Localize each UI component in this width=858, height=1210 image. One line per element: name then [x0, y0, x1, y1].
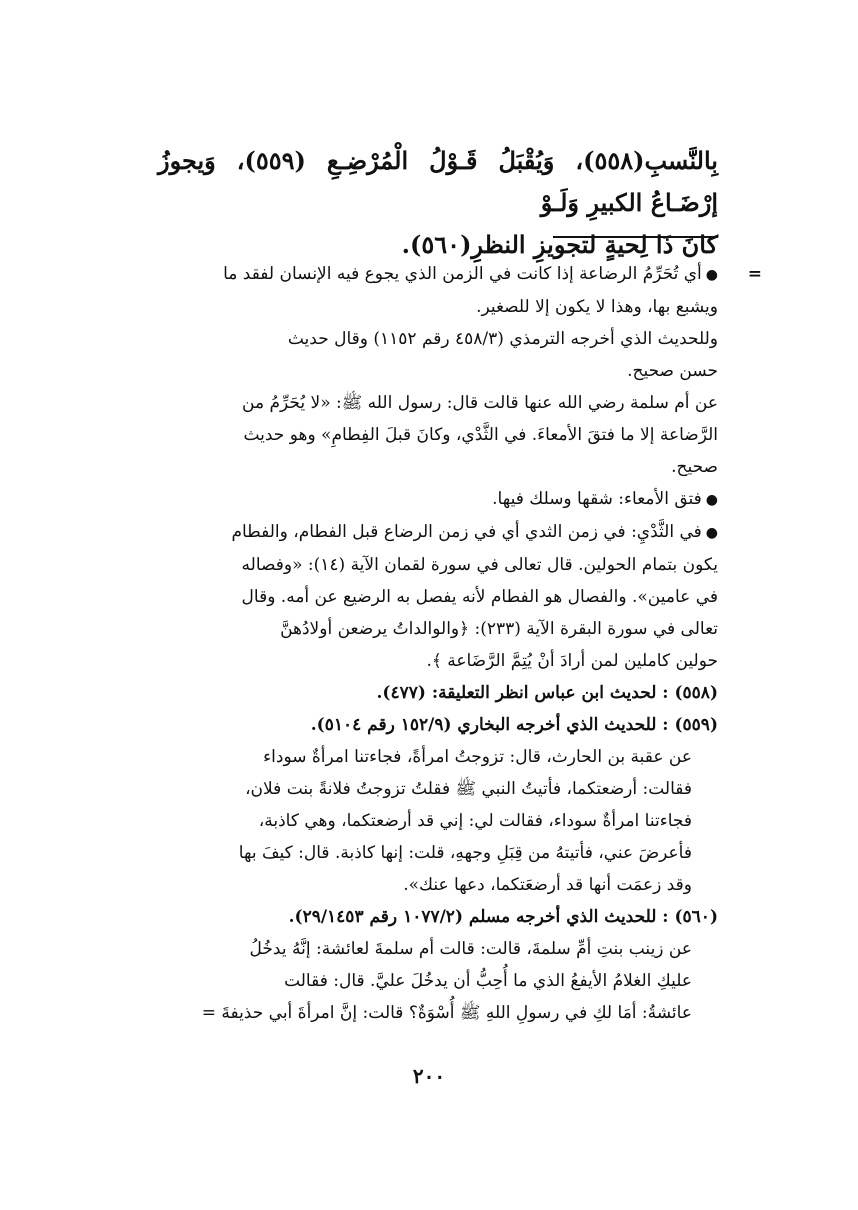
commentary-line: [158, 258, 718, 291]
footnote-text: : للحديث الذي أخرجه البخاري (١٥٢/٩ رقم ٥١٠٤).: [310, 715, 669, 735]
commentary-text: فتق الأمعاء: شقها وسلك فيها.: [492, 489, 702, 509]
commentary-line: حسن صحيح.: [627, 361, 718, 381]
commentary-line: في عامين». والفصال هو الفطام لأنه يفصل به الرضيع عن أمه. وقال: [241, 587, 718, 607]
footnote-559: [158, 709, 718, 741]
commentary-line: [158, 516, 718, 549]
main-text-line: بِالنَّسبِ(٥٥٨)، وَيُقْبَلُ قَـوْلُ الْمُرْضِـعِ (٥٥٩)، وَيجوزُ إرْضَـاعُ الكبيرِ وَلَـوْ: [158, 146, 718, 217]
footnote-line: فأعرضَ عني، فأتيتهُ من قِبَلِ وجههِ، قلت: إنها كاذبة. قال: كيفَ بها: [238, 843, 692, 863]
footnote-text: : لحديث ابن عباس انظر التعليقة: (٤٧٧).: [376, 683, 669, 703]
commentary-line: صحيح.: [671, 457, 718, 477]
footnote-line: عن زينب بنتِ أمِّ سلمةَ، قالت: قالت أم سلمةَ لعائشة: إنَّهُ يدخُلُ: [249, 939, 692, 959]
commentary-line: تعالى في سورة البقرة الآية (٢٣٣): ﴿والوالداتُ يرضعن أولادُهنَّ: [280, 619, 718, 639]
footnote-line: عائشةُ: أمَا لكِ في رسولِ اللهِ ﷺ أُسْوَةٌ؟ قالت: إنَّ امرأةَ أبي حذيفةَ =: [201, 1003, 692, 1023]
footnote-line: عليكِ الغلامُ الأيفعُ الذي ما أُحِبُّ أن يدخُلَ عليَّ. قال: فقالت: [284, 971, 692, 991]
commentary-line: يكون بتمام الحولين. قال تعالى في سورة لقمان الآية (١٤): «وفصاله: [241, 555, 718, 575]
footnote-560: [158, 901, 718, 933]
commentary-line: وللحديث الذي أخرجه الترمذي (٤٥٨/٣ رقم ١١٥٢) وقال حديث: [287, 329, 718, 349]
footnote-line: وقد زعمَت أنها قد أرضعَتكما، دعها عنك».: [403, 875, 692, 895]
commentary-line: عن أم سلمة رضي الله عنها قالت قال: رسول الله ﷺ: «لا يُحَرِّمُ من: [242, 393, 718, 413]
commentary-text: في الثَّدْيِ: في زمن الثدي أي في زمن الرضاع قبل الفطام، والفطام: [231, 522, 702, 542]
commentary-text: أي تُحَرِّمُ الرضاعة إذا كانت في الزمن الذي يجوع فيه الإنسان لفقد ما: [223, 264, 702, 284]
bullet-icon: ●: [705, 525, 718, 541]
main-text-line: كانَ ذَا لِحيةٍ لتجويزِ النظرِ(٥٦٠).: [401, 230, 718, 259]
bullet-icon: ●: [705, 267, 718, 283]
footnotes-area: [158, 258, 762, 1029]
commentary-line: حولين كاملين لمن أرادَ أنْ يُتِمَّ الرَّضَاعة ﴾.: [426, 651, 718, 671]
main-text: [158, 140, 718, 266]
commentary-line: ويشبع بها، وهذا لا يكون إلا للصغير.: [476, 297, 718, 317]
footnote-text: : للحديث الذي أخرجه مسلم (١٠٧٧/٢ رقم ٢٩/١٤٥٣).: [288, 907, 669, 927]
continuation-marker: =: [747, 264, 762, 284]
footnote-line: عن عقبة بن الحارث، قال: تزوجتُ امرأةً، فجاءتنا امرأةٌ سوداء: [263, 747, 692, 767]
commentary-line: [158, 483, 718, 516]
footnote-number: (٥٥٨): [674, 683, 718, 703]
footnote-number: (٥٥٩): [674, 715, 718, 735]
footnote-558: [158, 677, 718, 709]
footnote-line: فجاءتنا امرأةٌ سوداء، فقالت لي: إني قد أرضعتكما، وهي كاذبة،: [258, 811, 692, 831]
footnote-line: فقالت: أرضعتكما، فأتيتُ النبي ﷺ فقلتُ تزوجتُ فلانةً بنت فلان،: [245, 779, 692, 799]
commentary-line: الرَّضاعة إلا ما فتقَ الأمعاءَ. في الثَّدْي، وكانَ قبلَ الفِطامِ» وهو حديث: [243, 425, 718, 445]
footnote-separator: [553, 236, 718, 238]
bullet-icon: ●: [705, 492, 718, 508]
page-number: ٢٠٠: [412, 1064, 446, 1088]
footnote-number: (٥٦٠): [674, 907, 718, 927]
